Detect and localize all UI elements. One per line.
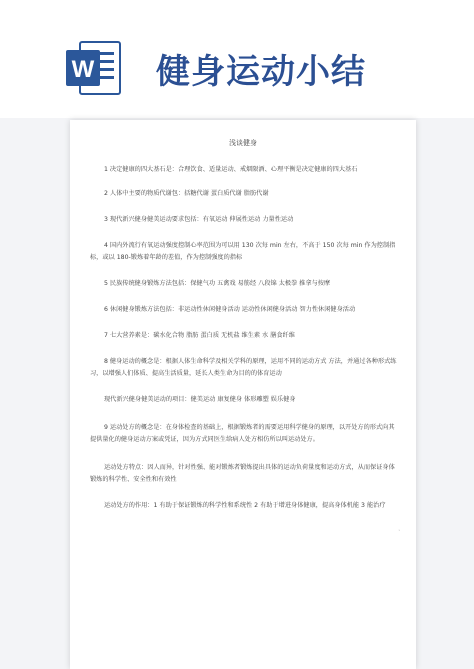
header-banner xyxy=(0,0,474,118)
paragraph: 运动处方的作用：1 有助于保证锻炼的科学性和系统性 2 有助于增进身体健康，提高身体机能 3 能治疗 xyxy=(104,502,386,509)
document-page xyxy=(70,120,416,669)
word-icon xyxy=(62,36,126,100)
paragraph: 2 人体中主要的物质代谢包：括糖代谢 蛋白质代谢 脂肪代谢 xyxy=(104,190,269,197)
paragraph: 4 国内外流行有氧运动强度控制心率范围为可以用 130 次每 min 左右，不高于 150 次每 min 作为控制指标，或以 180-锻炼着年龄的差值，作为控制强度的指标 xyxy=(90,242,396,261)
page-title: 健身运动小结 xyxy=(156,52,366,92)
paragraph: 3 现代新兴健身健美运动要求包括：有氧运动 伸展性运动 力量性运动 xyxy=(104,216,294,223)
paragraph: 9 运动处方的概念是：在身体检查的基础上，根据锻炼者的需要运用科学健身的原理，以开处方的形式向其提供量化的健身运动方案或凭证，因为方式同医生给病人处方相仿所以叫运动处方。 xyxy=(90,424,395,443)
paragraph: 现代新兴健身健美运动的项目：健美运动 康复健身 体形雕塑 娱乐健身 xyxy=(104,396,296,403)
paragraph: 运动处方特点：因人而异，针对性强、能对锻炼者锻炼提出具体的运动负荷量度和运动方式，从而保证身体锻炼的科学性、安全性和有效性 xyxy=(90,464,395,483)
paragraph: 8 健身运动的概念是：根据人体生命科学及相关学科的原理，运用不同的运动方式 方法，并通过各种形式练习，以增强人们体质、提高生活质量，延长人类生命为目的的体育运动 xyxy=(90,358,397,377)
word-icon-letter: W xyxy=(71,56,95,83)
document-heading: 浅谈健身 xyxy=(229,139,257,147)
paragraph: 5 民族传统健身锻炼方法包括：保健气功 五禽戏 易筋经 八段锦 太极拳 推拿与按摩 xyxy=(104,280,331,287)
paragraph: 1 决定健康的四大基石是：合理饮食、适量运动、戒烟限酒、心理平衡是决定健康的四大基石 xyxy=(104,166,358,173)
page-corner-mark: ˒ xyxy=(398,528,400,534)
paragraph: 7 七大营养素是：碳水化合物 脂肪 蛋白质 无机盐 维生素 水 膳食纤维 xyxy=(104,332,295,339)
paragraph: 6 休闲健身锻炼方法包括：非运动性休闲健身活动 运动性休闲健身活动 智力性休闲健身活动 xyxy=(104,306,356,313)
